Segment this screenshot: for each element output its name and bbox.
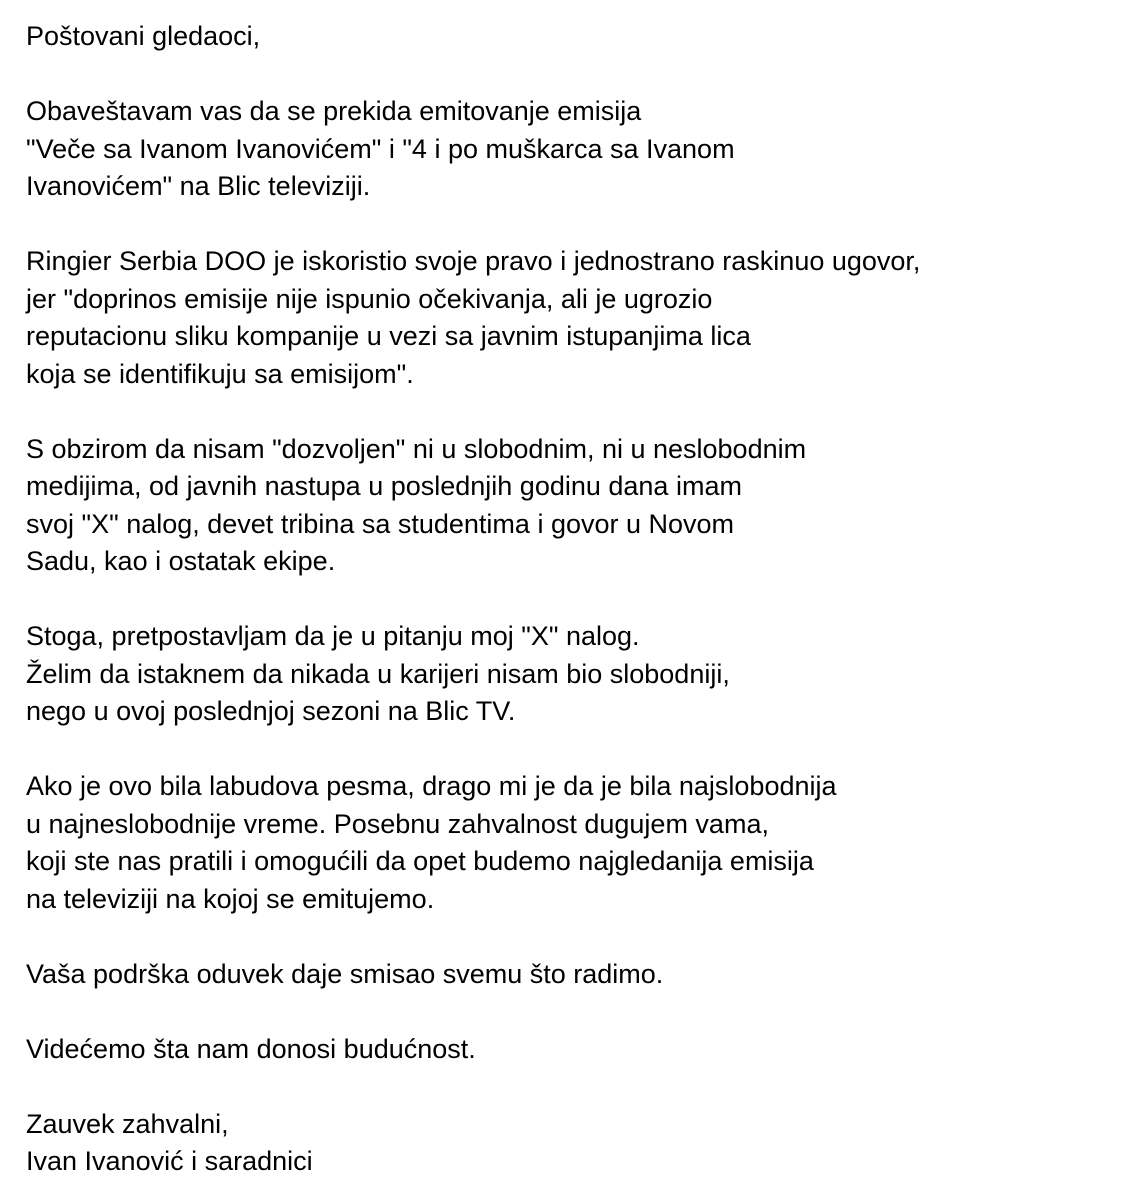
paragraph-line: Obaveštavam vas da se prekida emitovanje emisija: [26, 96, 642, 126]
assumption-paragraph: [26, 618, 1116, 731]
paragraph-line: Vaša podrška oduvek daje smisao svemu što radimo.: [26, 958, 664, 989]
paragraph-line: koji ste nas pratili i omogućili da opet budemo najgledanija emisija: [26, 846, 814, 876]
paragraph-line: Sadu, kao i ostatak ekipe.: [26, 546, 336, 576]
greeting-line: Poštovani gledaoci,: [26, 21, 261, 51]
contract-termination-paragraph: [26, 243, 1116, 393]
paragraph-line: Ako je ovo bila labudova pesma, drago mi je da je bila najslobodnija: [26, 771, 837, 801]
closing-line: Zauvek zahvalni,: [26, 1108, 229, 1139]
announcement-paragraph: [26, 93, 1116, 206]
paragraph-line: nego u ovoj poslednjoj sezoni na Blic TV.: [26, 696, 516, 726]
public-appearances-paragraph: [26, 431, 1116, 581]
paragraph-line: reputacionu sliku kompanije u vezi sa javnim istupanjima lica: [26, 321, 751, 351]
greeting-paragraph: [26, 18, 1116, 56]
paragraph-line: Ringier Serbia DOO je iskoristio svoje pravo i jednostrano raskinuo ugovor,: [26, 246, 921, 276]
paragraph-line: koja se identifikuju sa emisijom".: [26, 358, 414, 389]
signature-line: Ivan Ivanović i saradnici: [26, 1146, 313, 1176]
paragraph-line: na televiziji na kojoj se emitujemo.: [26, 883, 435, 914]
signature-block: [26, 1106, 1116, 1181]
paragraph-line: jer "doprinos emisije nije ispunio očekivanja, ali je ugrozio: [26, 283, 713, 314]
paragraph-line: u najneslobodnije vreme. Posebnu zahvalnost dugujem vama,: [26, 808, 769, 839]
paragraph-line: svoj "X" nalog, devet tribina sa studentima i govor u Novom: [26, 508, 735, 539]
paragraph-line: medijima, od javnih nastupa u poslednjih godinu dana imam: [26, 471, 742, 501]
paragraph-line: Želim da istaknem da nikada u karijeri nisam bio slobodniji,: [26, 658, 730, 689]
future-paragraph: [26, 1031, 1116, 1069]
paragraph-line: "Veče sa Ivanom Ivanovićem" i "4 i po muškarca sa Ivanom: [26, 133, 735, 164]
support-paragraph: [26, 956, 1116, 994]
paragraph-line: Ivanovićem" na Blic televiziji.: [26, 171, 371, 201]
paragraph-line: Stoga, pretpostavljam da je u pitanju moj "X" nalog.: [26, 621, 640, 651]
letter-body: [26, 18, 1116, 1181]
paragraph-line: Videćemo šta nam donosi budućnost.: [26, 1033, 476, 1064]
paragraph-line: S obzirom da nisam "dozvoljen" ni u slobodnim, ni u neslobodnim: [26, 433, 807, 464]
gratitude-paragraph: [26, 768, 1116, 918]
